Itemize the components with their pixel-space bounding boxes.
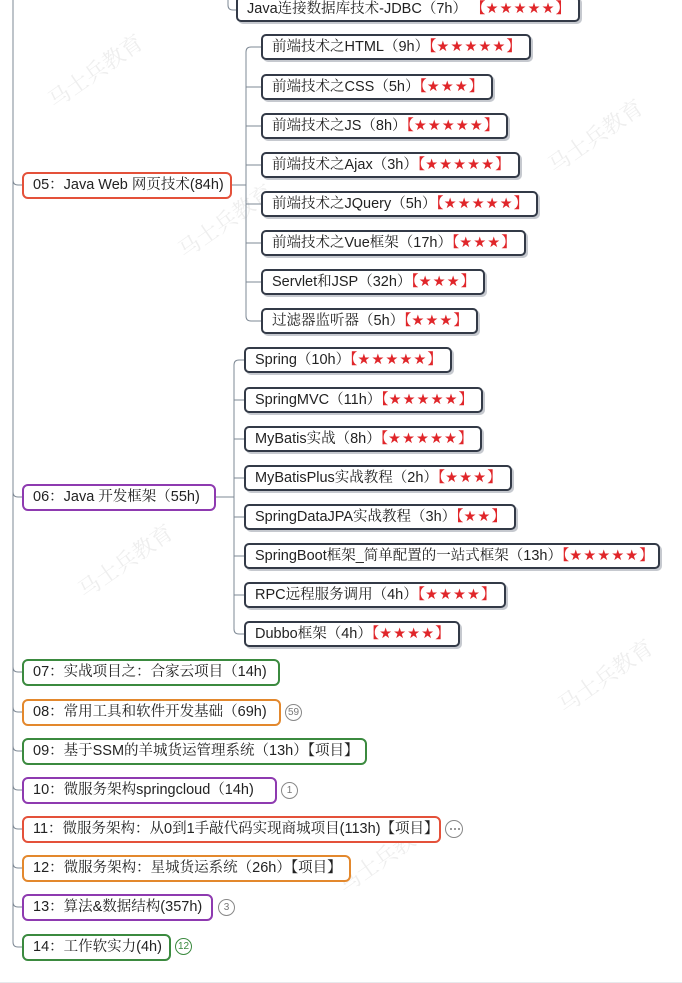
watermark: 马士兵教育 <box>43 29 148 114</box>
topic-dubbo[interactable]: Dubbo框架（4h）【★★★★】 <box>244 621 460 647</box>
topic-servlet-jsp[interactable]: Servlet和JSP（32h）【★★★】 <box>261 269 485 295</box>
topic-springdatajpa[interactable]: SpringDataJPA实战教程（3h）【★★】 <box>244 504 516 530</box>
module-07[interactable]: 07：实战项目之：合家云项目（14h) <box>22 659 280 686</box>
collapsed-count-badge[interactable]: 3 <box>218 899 235 916</box>
rating-stars: ★★★★★ <box>443 196 514 212</box>
watermark: 马士兵教育 <box>553 634 658 719</box>
module-13[interactable]: 13：算法&数据结构(357h) <box>22 894 213 921</box>
collapsed-count-badge[interactable]: 1 <box>281 782 298 799</box>
rating-stars: ★★★★★ <box>569 548 640 564</box>
watermark: 马士兵教育 <box>333 814 438 899</box>
topic-ajax[interactable]: 前端技术之Ajax（3h）【★★★★★】 <box>261 152 520 178</box>
rating-stars: ★★★ <box>418 274 461 290</box>
topic-jdbc[interactable]: Java连接数据库技术-JDBC（7h） 【★★★★★】 <box>236 0 580 22</box>
topic-mybatis[interactable]: MyBatis实战（8h）【★★★★★】 <box>244 426 482 452</box>
rating-stars: ★★★★★ <box>485 1 556 17</box>
rating-stars: ★★★★ <box>379 626 436 642</box>
topic-springboot[interactable]: SpringBoot框架_简单配置的一站式框架（13h）【★★★★★】 <box>244 543 660 569</box>
module-08[interactable]: 08：常用工具和软件开发基础（69h) <box>22 699 281 726</box>
watermark: 马士兵教育 <box>73 519 178 604</box>
module-14[interactable]: 14：工作软实力(4h) <box>22 934 171 961</box>
watermark: 马士兵教育 <box>173 179 278 264</box>
watermark: 马士兵教育 <box>543 94 648 179</box>
rating-stars: ★★ <box>463 509 492 525</box>
topic-spring[interactable]: Spring（10h）【★★★★★】 <box>244 347 452 373</box>
module-05-java-web[interactable]: 05：Java Web 网页技术(84h) <box>22 172 232 199</box>
module-10[interactable]: 10：微服务架构springcloud（14h) <box>22 777 277 804</box>
topic-rpc[interactable]: RPC远程服务调用（4h）【★★★★】 <box>244 582 506 608</box>
more-icon[interactable] <box>445 820 463 838</box>
rating-stars: ★★★★★ <box>357 352 428 368</box>
topic-html[interactable]: 前端技术之HTML（9h）【★★★★★】 <box>261 34 531 60</box>
rating-stars: ★★★ <box>459 235 502 251</box>
rating-stars: ★★★★★ <box>436 39 507 55</box>
rating-stars: ★★★ <box>426 79 469 95</box>
module-09[interactable]: 09：基于SSM的羊城货运管理系统（13h）【项目】 <box>22 738 367 765</box>
topic-filter-listener[interactable]: 过滤器监听器（5h）【★★★】 <box>261 308 478 334</box>
topic-jquery[interactable]: 前端技术之JQuery（5h）【★★★★★】 <box>261 191 538 217</box>
rating-stars: ★★★ <box>445 470 488 486</box>
collapsed-count-badge[interactable]: 12 <box>175 938 192 955</box>
topic-vue[interactable]: 前端技术之Vue框架（17h）【★★★】 <box>261 230 526 256</box>
rating-stars: ★★★★★ <box>387 431 458 447</box>
module-12[interactable]: 12：微服务架构：星城货运系统（26h）【项目】 <box>22 855 351 882</box>
topic-text: Java连接数据库技术-JDBC（7h） <box>247 1 467 17</box>
rating-stars: ★★★★★ <box>388 392 459 408</box>
topic-springmvc[interactable]: SpringMVC（11h）【★★★★★】 <box>244 387 483 413</box>
collapsed-count-badge[interactable]: 59 <box>285 704 302 721</box>
topic-js[interactable]: 前端技术之JS（8h）【★★★★★】 <box>261 113 508 139</box>
rating-stars: ★★★★ <box>425 587 481 603</box>
rating-stars: ★★★★★ <box>413 118 484 134</box>
rating-stars: ★★★★★ <box>425 157 496 173</box>
module-11[interactable]: 11：微服务架构：从0到1手敲代码实现商城项目(113h)【项目】 <box>22 816 441 843</box>
topic-css[interactable]: 前端技术之CSS（5h）【★★★】 <box>261 74 493 100</box>
module-06-java-framework[interactable]: 06：Java 开发框架（55h) <box>22 484 216 511</box>
rating-stars: ★★★ <box>411 313 454 329</box>
topic-mybatisplus[interactable]: MyBatisPlus实战教程（2h）【★★★】 <box>244 465 512 491</box>
